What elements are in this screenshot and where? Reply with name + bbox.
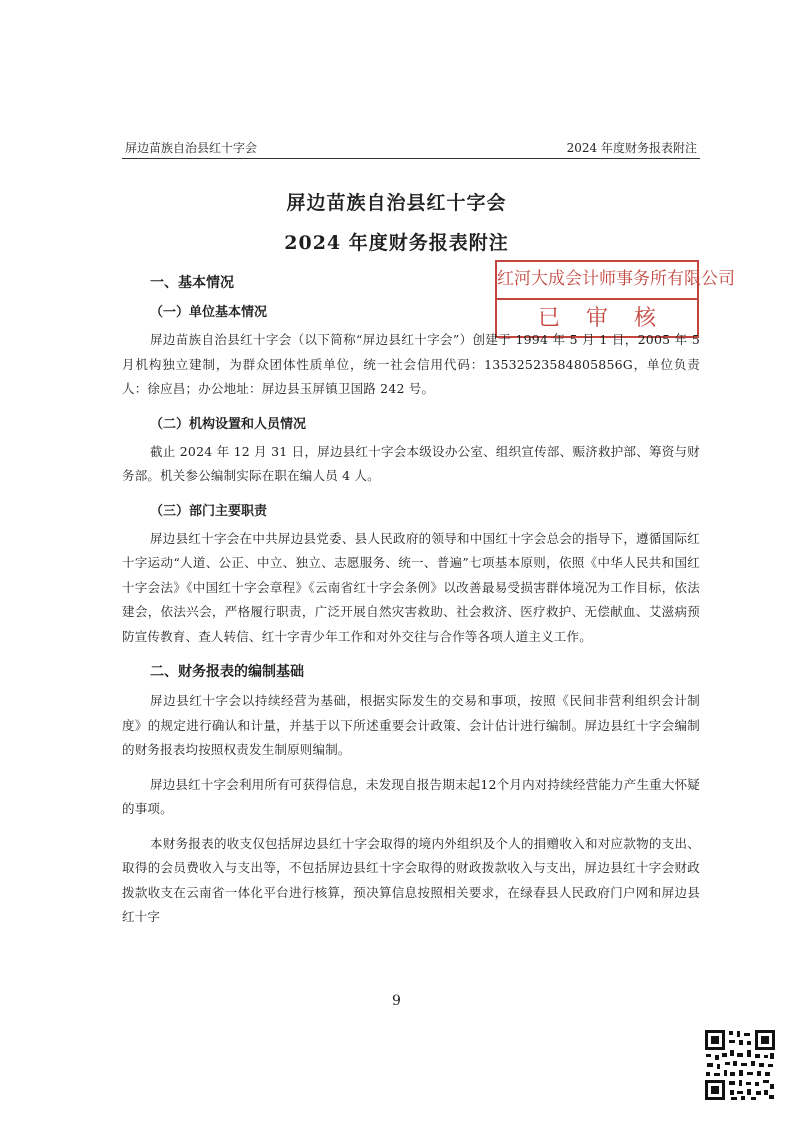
paragraph: 屏边苗族自治县红十字会（以下简称“屏边县红十字会”）创建于 1994 年 5 月 1 日，2005 年 5 月机构独立建制，为群众团体性质单位，统一社会信用代码：13532523584805856G，单位负责人：徐应昌；办公地址：屏边县玉屏镇卫国路 242 号。 xyxy=(122,332,700,396)
section-heading: 一、基本情况 xyxy=(150,275,234,291)
document-body xyxy=(122,270,700,934)
header-divider xyxy=(122,158,700,159)
subsection-heading: （三）部门主要职责 xyxy=(150,503,268,519)
subsection-heading: （一）单位基本情况 xyxy=(150,305,268,320)
section-heading: 二、财务报表的编制基础 xyxy=(150,664,304,680)
paragraph: 本财务报表的收支仅包括屏边县红十字会取得的境内外组织及个人的捐赠收入和对应款物的支出、取得的会员费收入与支出等，不包括屏边县红十字会取得的财政拨款收入与支出，屏边县红十字会财政拨款收支在云南省一体化平台进行核算，预决算信息按照相关要求，在绿春县人民政府门户网和屏边县红十字 xyxy=(122,835,700,924)
header-organization: 屏边苗族自治县红十字会 xyxy=(125,141,258,155)
paragraph: 屏边县红十字会以持续经营为基础，根据实际发生的交易和事项，按照《民间非营利组织会计制度》的规定进行确认和计量，并基于以下所述重要会计政策、会计估计进行编制。屏边县红十字会编制的财务报表均按照权责发生制原则编制。 xyxy=(122,693,700,757)
document-subtitle: 2024 年度财务报表附注 xyxy=(284,232,509,254)
stamp-status: 已审核 xyxy=(537,306,682,331)
paragraph: 屏边县红十字会在中共屏边县党委、县人民政府的领导和中国红十字会总会的指导下，遵循国际红十字运动“人道、公正、中立、独立、志愿服务、统一、普遍”七项基本原则，依照《中华人民共和国红十字会法》《中国红十字会章程》《云南省红十字会条例》以改善最易受损害群体境况为工作目标，依法建会，依法兴会，严格履行职责，广泛开展自然灾害救助、社会救济、医疗救护、无偿献血、艾滋病预防宣传教育、查人转信、红十字青少年工作和对外交往与合作等各项人道主义工作。 xyxy=(122,530,700,644)
qr-code-icon xyxy=(703,1028,777,1102)
subsection-heading: （二）机构设置和人员情况 xyxy=(150,416,307,432)
paragraph: 截止 2024 年 12 月 31 日，屏边县红十字会本级设办公室、组织宣传部、赈济救护部、筹资与财务部。机关参公编制实际在职在编人员 4 人。 xyxy=(122,443,700,483)
paragraph: 屏边县红十字会利用所有可获得信息，未发现自报告期末起12个月内对持续经营能力产生重大怀疑的事项。 xyxy=(122,776,700,816)
stamp-firm-name: 红河大成会计师事务所有限公司 xyxy=(497,262,697,300)
header-report-title: 2024 年度财务报表附注 xyxy=(566,141,697,155)
page-number: 9 xyxy=(392,993,401,1009)
document-title: 屏边苗族自治县红十字会 xyxy=(286,192,507,214)
